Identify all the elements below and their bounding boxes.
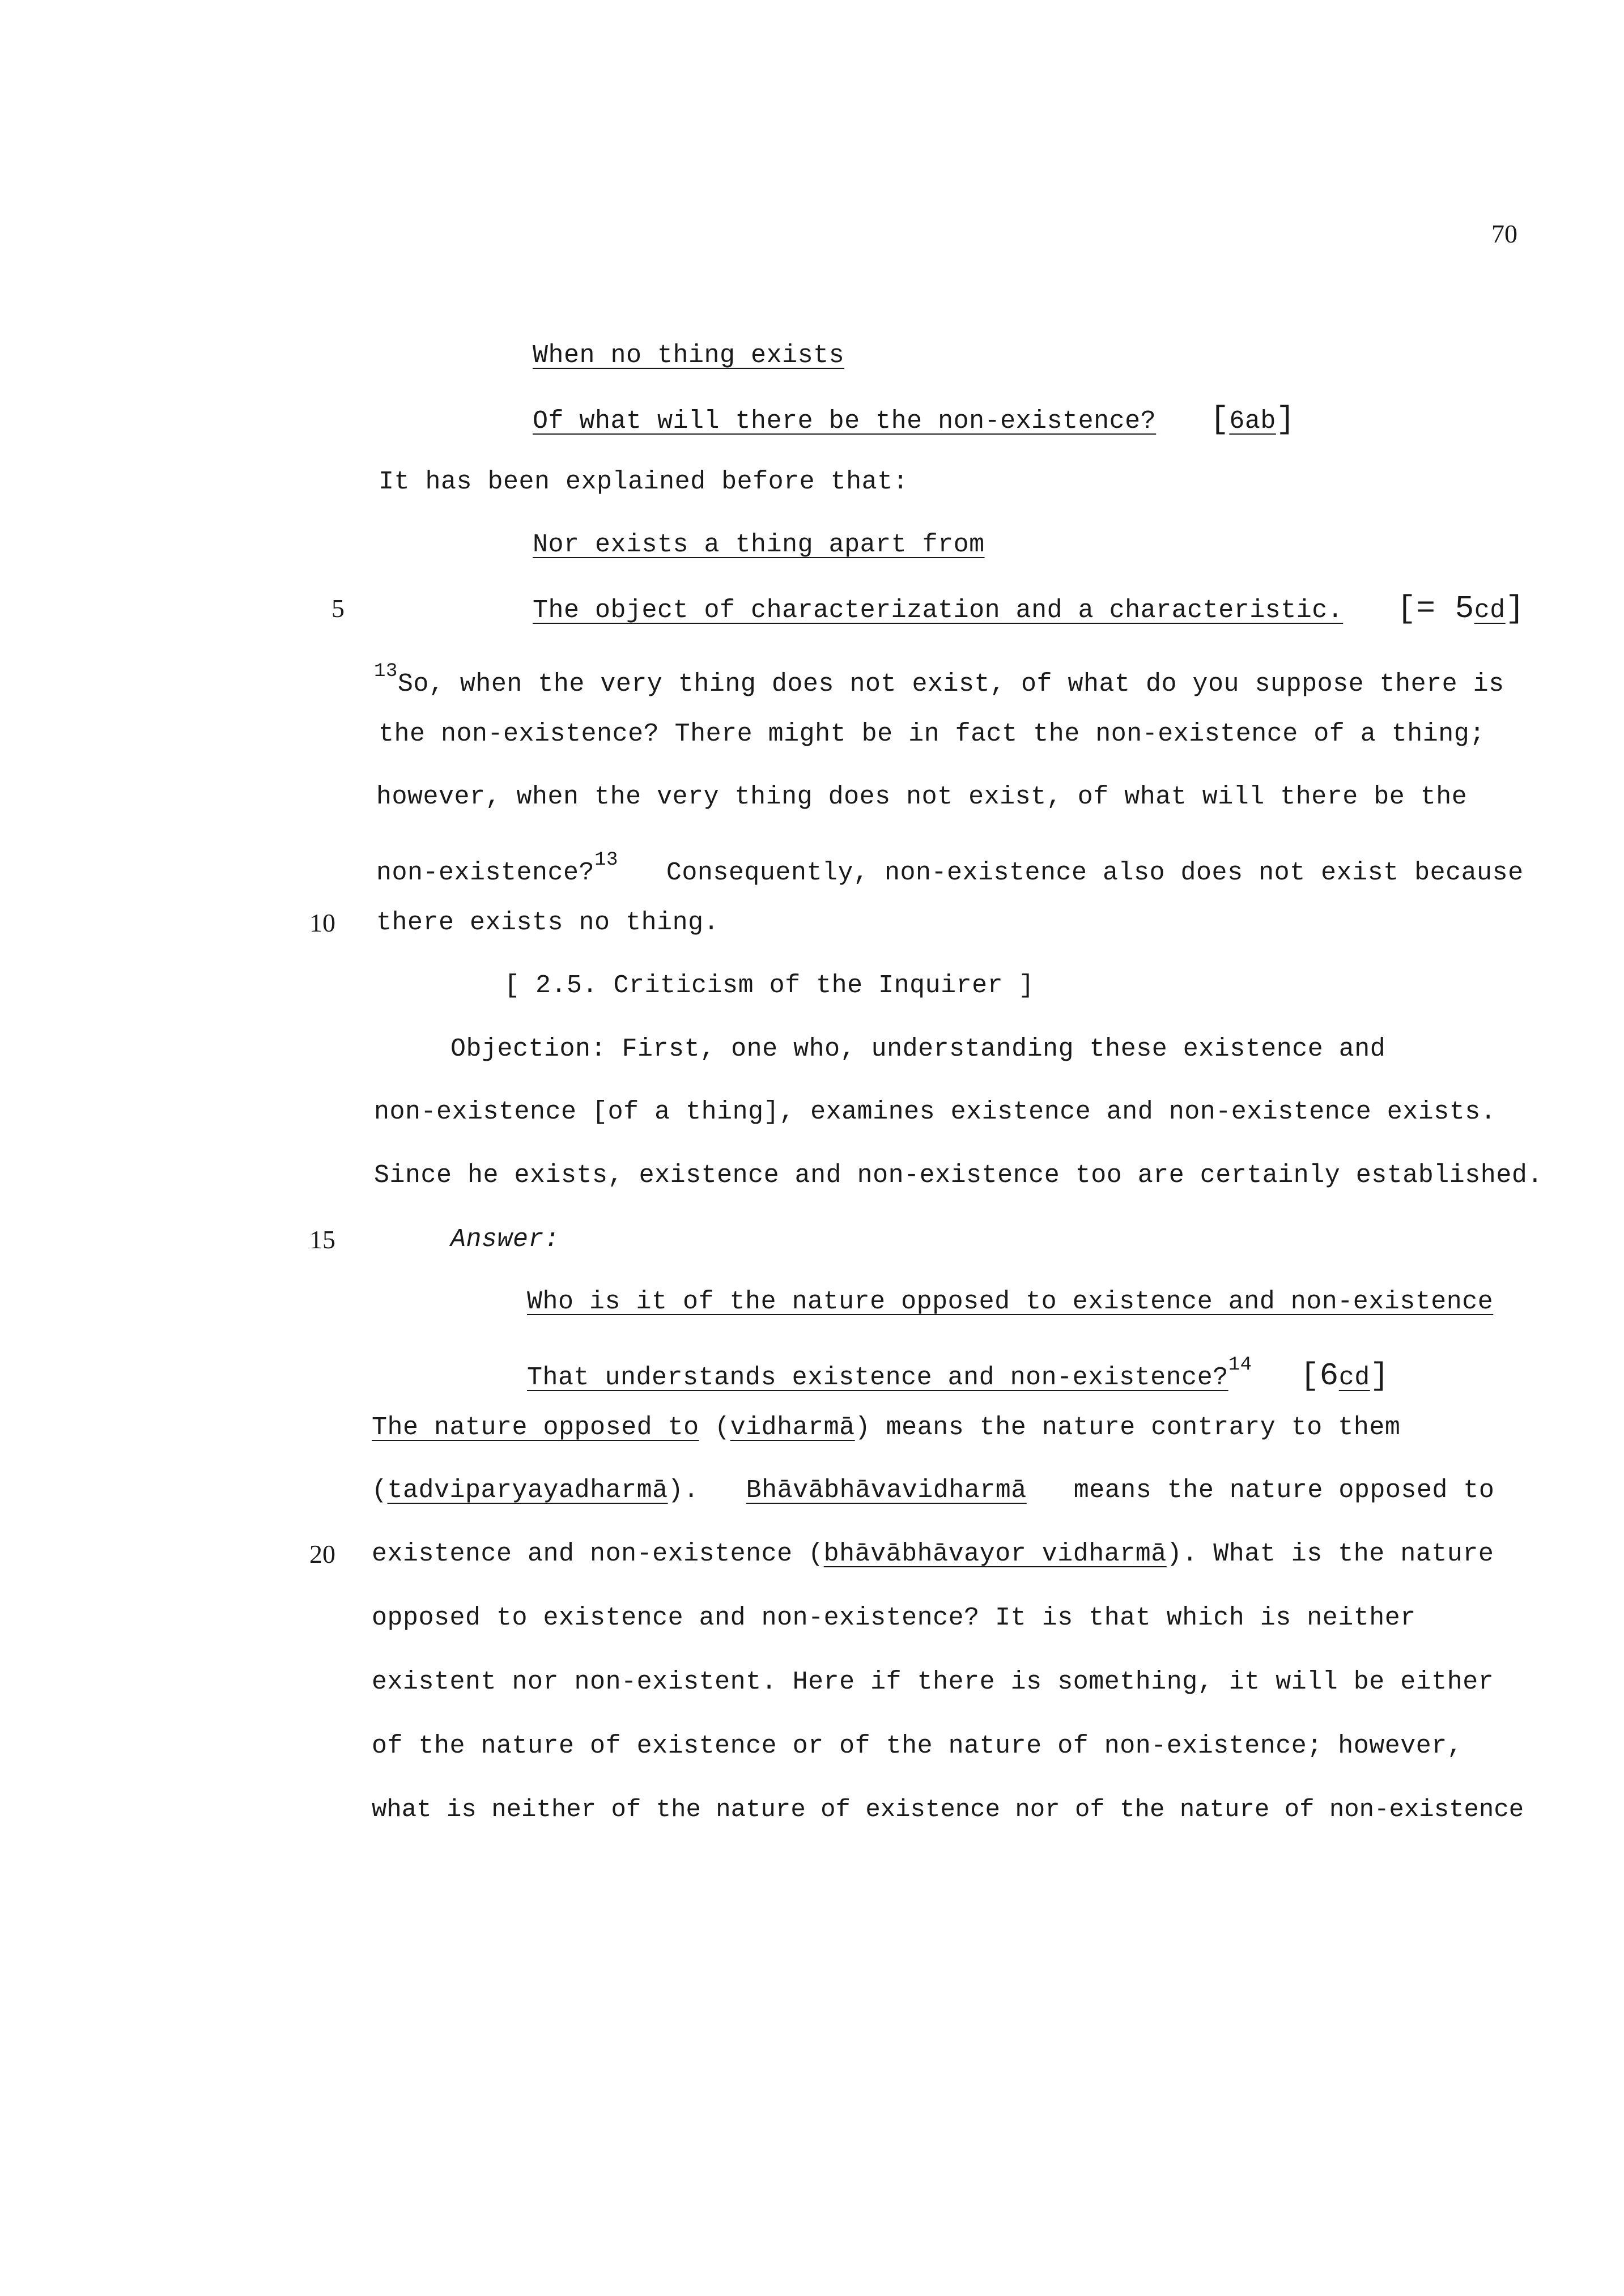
verse-text: When no thing exists (533, 341, 845, 370)
verse-text: Nor exists a thing apart from (533, 530, 985, 559)
prose-line-8: however, when the very thing does not exist, of what will there be the (376, 783, 1468, 811)
note-marker: 14 (1228, 1354, 1252, 1376)
prose-line-19: (tadviparyayadharmā). Bhāvābhāvavidharmā means the nature opposed to (372, 1476, 1495, 1505)
line-number-5: 5 (331, 594, 345, 623)
note-marker: 13 (594, 849, 618, 871)
verse-line-17 (527, 1349, 1389, 1394)
prose-line-6: $^{13}$So, when the very thing does not exist, of what do you suppose there is (374, 661, 1504, 699)
verse-reference: [6ab] (1210, 401, 1295, 437)
prose-line-3: It has been explained before that: (379, 467, 909, 496)
verse-line-5 (533, 590, 1525, 627)
prose-line-7: the non-existence? There might be in fact the non-existence of a thing; (379, 720, 1485, 749)
prose-line-20: existence and non-existence (bhāvābhāvayor vidharmā). What is the nature (372, 1540, 1494, 1568)
page-number: 70 (1491, 219, 1517, 248)
prose-line-13: non-existence [of a thing], examines existence and non-existence exists. (374, 1098, 1497, 1126)
verse-text: Who is it of the nature opposed to existence and non-existence (527, 1287, 1494, 1316)
verse-line-1 (533, 340, 844, 372)
verse-text: That understands existence and non-existence? (527, 1363, 1228, 1392)
prose-line-18: The nature opposed to (vidharmā) means the nature contrary to them (372, 1413, 1401, 1442)
section-heading: [ 2.5. Criticism of the Inquirer ] (504, 971, 1035, 1000)
prose-line-14: Since he exists, existence and non-existence too are certainly established. (374, 1161, 1543, 1190)
verse-text: Of what will there be the non-existence? (533, 407, 1157, 436)
note-marker: 13 (374, 661, 398, 682)
prose-line-23: of the nature of existence or of the nature of non-existence; however, (372, 1732, 1463, 1761)
prose-line-10: there exists no thing. (376, 908, 720, 937)
line-number-15: 15 (309, 1225, 335, 1254)
prose-line-22: existent nor non-existent. Here if there is something, it will be either (372, 1668, 1494, 1697)
line-number-20: 20 (309, 1540, 335, 1568)
prose-line-12: Objection: First, one who, understanding these existence and (450, 1035, 1386, 1064)
line-number-10: 10 (309, 908, 335, 937)
verse-reference: [6cd] (1300, 1358, 1389, 1394)
prose-line-21: opposed to existence and non-existence? It is that which is neither (372, 1604, 1416, 1632)
verse-line-4 (533, 529, 985, 561)
prose-line-15: Answer: (450, 1225, 560, 1254)
prose-line-24: what is neither of the nature of existence nor of the nature of non-existence (372, 1796, 1524, 1824)
verse-line-16 (527, 1286, 1493, 1318)
prose-line-9: non-existence?$^{13}$ Consequently, non-existence also does not exist because (376, 849, 1524, 887)
verse-reference: [= 5cd] (1397, 590, 1525, 627)
verse-text: The object of characterization and a characteristic. (533, 596, 1344, 625)
verse-line-2 (533, 403, 1295, 437)
